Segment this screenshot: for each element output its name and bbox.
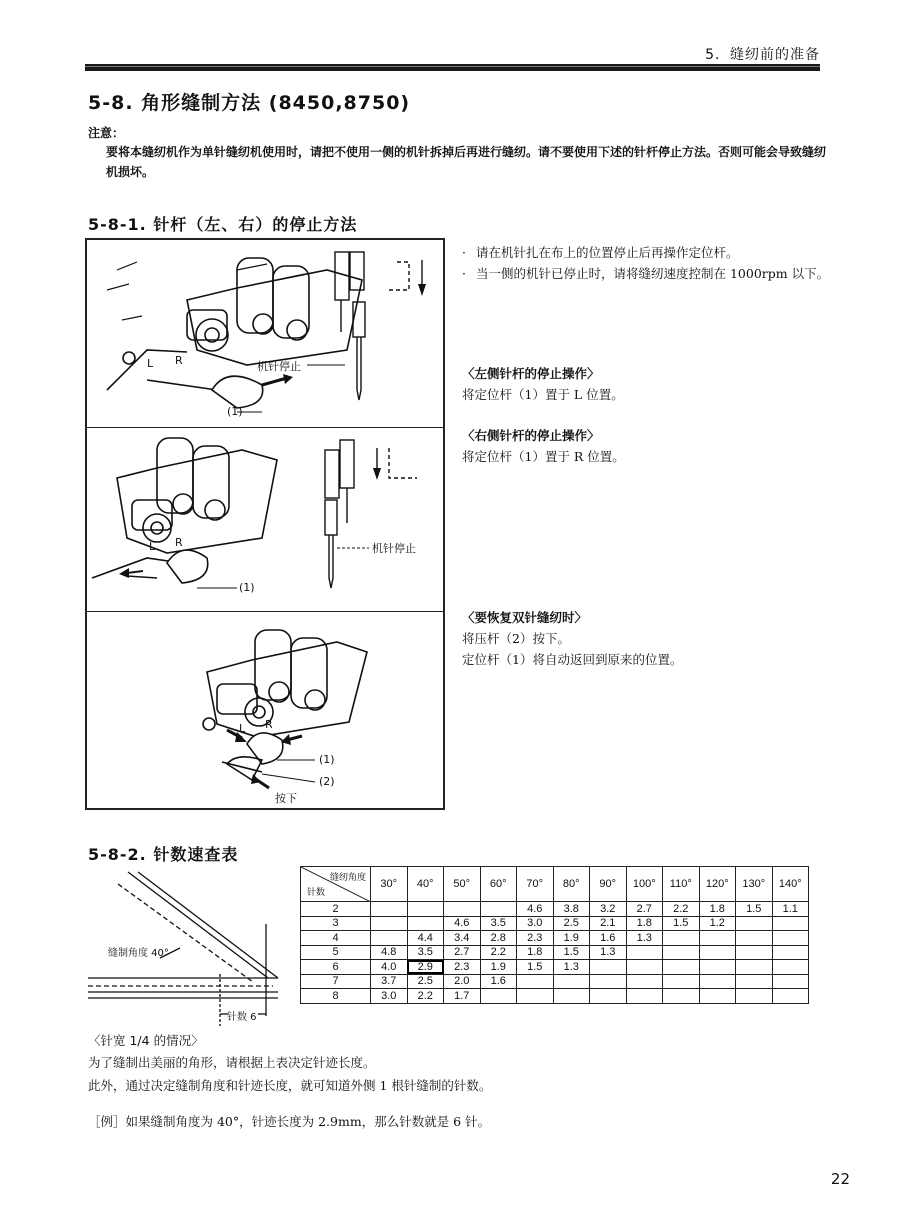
machine-illustration-1 bbox=[87, 240, 443, 428]
stitch-length-cell bbox=[736, 974, 773, 989]
table-corner-cell bbox=[301, 867, 371, 902]
bullet-dot-icon: · bbox=[462, 245, 466, 260]
press-label: 按下 bbox=[275, 792, 297, 805]
table-row bbox=[301, 974, 809, 989]
stitch-length-cell bbox=[626, 945, 663, 960]
corner-count-label: 针数 bbox=[307, 887, 326, 897]
table-row bbox=[301, 931, 809, 946]
corner-angle-label: 缝纫角度 bbox=[329, 872, 366, 882]
angle-header-cell: 30° bbox=[371, 867, 408, 902]
stitch-length-cell: 2.9 bbox=[407, 960, 444, 975]
figure-panel-right-stop bbox=[87, 428, 443, 612]
stitch-length-cell bbox=[590, 960, 627, 975]
stitch-length-cell: 2.3 bbox=[444, 960, 481, 975]
table-row bbox=[301, 989, 809, 1004]
stitch-length-cell: 2.8 bbox=[480, 931, 517, 946]
stitch-length-cell bbox=[553, 974, 590, 989]
table-row bbox=[301, 902, 809, 917]
figure-panel-restore bbox=[87, 612, 443, 808]
bullet-item: · 当一侧的机针已停止时，请将缝纫速度控制在 1000rpm 以下。 bbox=[462, 263, 832, 284]
stitch-length-cell: 1.6 bbox=[590, 931, 627, 946]
stitch-length-cell: 1.8 bbox=[626, 916, 663, 931]
lever-r-mark: R bbox=[175, 536, 183, 549]
stitch-length-cell: 4.4 bbox=[407, 931, 444, 946]
stitch-count-cell: 3 bbox=[301, 916, 371, 931]
stitch-length-cell bbox=[663, 974, 700, 989]
case-title: 〈针宽 1/4 的情况〉 bbox=[88, 1033, 204, 1048]
stitch-length-cell: 2.2 bbox=[407, 989, 444, 1004]
stitch-count-table bbox=[300, 866, 809, 1004]
machine-illustration-3 bbox=[87, 612, 443, 808]
stitch-length-cell: 1.5 bbox=[736, 902, 773, 917]
angle-header-cell: 40° bbox=[407, 867, 444, 902]
lever-l-mark: L bbox=[239, 722, 246, 735]
header-rule bbox=[85, 64, 820, 71]
restore-title: 〈要恢复双针缝纫时〉 bbox=[462, 610, 588, 625]
restore-text-1: 将压杆（2）按下。 bbox=[462, 631, 570, 646]
stitch-length-cell: 4.6 bbox=[444, 916, 481, 931]
stitch-length-cell bbox=[699, 960, 736, 975]
stitch-length-cell bbox=[736, 945, 773, 960]
stitch-length-cell bbox=[407, 916, 444, 931]
stitch-length-cell bbox=[590, 974, 627, 989]
left-stop-title: 〈左侧针杆的停止操作〉 bbox=[462, 366, 600, 381]
stitch-length-cell: 1.8 bbox=[517, 945, 554, 960]
stitch-length-cell bbox=[407, 902, 444, 917]
stitch-length-cell: 2.7 bbox=[626, 902, 663, 917]
stitch-count-cell: 5 bbox=[301, 945, 371, 960]
figure-panel-left-stop bbox=[87, 240, 443, 428]
stitch-length-cell: 2.1 bbox=[590, 916, 627, 931]
stitch-length-cell: 2.5 bbox=[407, 974, 444, 989]
angle-header-cell: 70° bbox=[517, 867, 554, 902]
stitch-length-cell bbox=[626, 960, 663, 975]
stitch-length-cell: 3.7 bbox=[371, 974, 408, 989]
table-row bbox=[301, 945, 809, 960]
stitch-length-cell bbox=[590, 989, 627, 1004]
lever-l-mark: L bbox=[147, 357, 154, 370]
stitch-length-cell: 2.0 bbox=[444, 974, 481, 989]
stitch-length-cell bbox=[663, 960, 700, 975]
stitch-length-cell bbox=[663, 945, 700, 960]
example-text: ［例］如果缝制角度为 40°，针迹长度为 2.9mm，那么针数就是 6 针。 bbox=[88, 1114, 491, 1129]
needle-stop-label: 机针停止 bbox=[257, 360, 301, 373]
stitch-length-cell bbox=[371, 931, 408, 946]
right-stop-block bbox=[462, 425, 625, 467]
stitch-length-cell bbox=[772, 916, 809, 931]
stitch-length-cell bbox=[480, 902, 517, 917]
stitch-length-cell: 1.2 bbox=[699, 916, 736, 931]
stitch-length-cell: 2.5 bbox=[553, 916, 590, 931]
table-row bbox=[301, 960, 809, 975]
needle-bar-stop-figure bbox=[85, 238, 445, 810]
stitch-length-cell bbox=[371, 902, 408, 917]
lever-l-mark: L bbox=[149, 540, 156, 553]
stitch-length-cell: 1.3 bbox=[590, 945, 627, 960]
table-text-2: 此外，通过决定缝制角度和针迹长度，就可知道外侧 1 根针缝制的针数。 bbox=[88, 1078, 492, 1093]
needle-stop-label: 机针停止 bbox=[372, 542, 416, 555]
restore-block bbox=[462, 607, 682, 670]
stitch-count-cell: 2 bbox=[301, 902, 371, 917]
left-stop-text: 将定位杆（1）置于 L 位置。 bbox=[462, 387, 624, 402]
stitch-length-cell: 2.3 bbox=[517, 931, 554, 946]
stitch-length-cell bbox=[772, 974, 809, 989]
stitch-length-cell: 1.5 bbox=[663, 916, 700, 931]
stitch-length-cell: 1.1 bbox=[772, 902, 809, 917]
bullet-dot-icon: · bbox=[462, 266, 466, 281]
bullet-item: · 请在机针扎在布上的位置停止后再操作定位杆。 bbox=[462, 242, 832, 263]
stitch-length-cell: 2.2 bbox=[480, 945, 517, 960]
stitch-length-cell: 3.2 bbox=[590, 902, 627, 917]
angle-header-cell: 90° bbox=[590, 867, 627, 902]
stitch-length-cell bbox=[444, 902, 481, 917]
stitch-length-cell bbox=[699, 974, 736, 989]
stitch-length-cell bbox=[772, 931, 809, 946]
stitch-length-cell: 4.8 bbox=[371, 945, 408, 960]
angle-header-cell: 80° bbox=[553, 867, 590, 902]
stitch-length-cell: 2.2 bbox=[663, 902, 700, 917]
section1-title: 5-8-1. 针杆（左、右）的停止方法 bbox=[88, 215, 358, 234]
stitch-length-cell bbox=[480, 989, 517, 1004]
stitch-length-cell bbox=[663, 931, 700, 946]
stitch-length-cell bbox=[517, 989, 554, 1004]
stitch-length-cell: 3.4 bbox=[444, 931, 481, 946]
note-text: 要将本缝纫机作为单针缝纫机使用时，请把不使用一侧的机针拆掉后再进行缝纫。请不要使用下述的针杆停止方法。否则可能会导致缝纫机损坏。 bbox=[106, 145, 827, 179]
stitch-length-cell: 1.6 bbox=[480, 974, 517, 989]
stitch-length-cell: 1.9 bbox=[480, 960, 517, 975]
table-body bbox=[301, 902, 809, 1004]
stitch-length-cell bbox=[626, 974, 663, 989]
stitch-length-cell: 4.0 bbox=[371, 960, 408, 975]
part-1-label: (1) bbox=[227, 405, 243, 418]
stitch-length-cell bbox=[699, 989, 736, 1004]
stitch-length-cell: 1.7 bbox=[444, 989, 481, 1004]
stitch-length-cell: 4.6 bbox=[517, 902, 554, 917]
angle-label: 缝制角度 40° bbox=[108, 948, 169, 959]
angle-header-cell: 140° bbox=[772, 867, 809, 902]
page-number: 22 bbox=[830, 1170, 850, 1188]
stitch-count-cell: 8 bbox=[301, 989, 371, 1004]
stitch-length-cell bbox=[699, 945, 736, 960]
stitch-length-cell: 3.0 bbox=[371, 989, 408, 1004]
part-1-label: (1) bbox=[239, 581, 255, 594]
machine-illustration-2 bbox=[87, 428, 443, 612]
lever-r-mark: R bbox=[175, 354, 183, 367]
stitch-length-cell: 1.5 bbox=[553, 945, 590, 960]
stitch-length-cell bbox=[736, 916, 773, 931]
stitch-length-cell bbox=[736, 931, 773, 946]
stitch-length-cell: 3.0 bbox=[517, 916, 554, 931]
table-text-1: 为了缝制出美丽的角形，请根据上表决定针迹长度。 bbox=[88, 1055, 376, 1070]
stitch-length-cell bbox=[663, 989, 700, 1004]
angle-header-cell: 60° bbox=[480, 867, 517, 902]
stitch-length-cell: 2.7 bbox=[444, 945, 481, 960]
angle-header-cell: 100° bbox=[626, 867, 663, 902]
stitch-length-cell bbox=[517, 974, 554, 989]
stitch-length-cell bbox=[553, 989, 590, 1004]
page-title: 5-8. 角形缝制方法 (8450,8750) bbox=[88, 92, 411, 114]
part-2-label: (2) bbox=[319, 775, 335, 788]
angle-header-cell: 120° bbox=[699, 867, 736, 902]
lever-r-mark: R bbox=[265, 718, 273, 731]
stitch-length-cell bbox=[736, 960, 773, 975]
stitch-length-cell: 3.5 bbox=[480, 916, 517, 931]
stitch-length-cell bbox=[772, 945, 809, 960]
stitch-length-cell: 1.3 bbox=[626, 931, 663, 946]
stitch-length-cell: 1.9 bbox=[553, 931, 590, 946]
stitch-length-cell bbox=[626, 989, 663, 1004]
section-header-title: 5．缝纫前的准备 bbox=[705, 47, 820, 63]
stitch-count-cell: 4 bbox=[301, 931, 371, 946]
stitch-count-cell: 7 bbox=[301, 974, 371, 989]
left-stop-block bbox=[462, 363, 624, 405]
stitch-count-cell: 6 bbox=[301, 960, 371, 975]
stitch-length-cell: 1.3 bbox=[553, 960, 590, 975]
right-stop-text: 将定位杆（1）置于 R 位置。 bbox=[462, 449, 625, 464]
stitch-length-cell bbox=[699, 931, 736, 946]
stitch-length-cell: 3.5 bbox=[407, 945, 444, 960]
stitch-length-cell: 1.5 bbox=[517, 960, 554, 975]
count-label: 针数 6 bbox=[227, 1012, 257, 1023]
corner-diagram bbox=[88, 866, 288, 1026]
restore-text-2: 定位杆（1）将自动返回到原来的位置。 bbox=[462, 652, 683, 667]
table-row bbox=[301, 916, 809, 931]
right-stop-title: 〈右侧针杆的停止操作〉 bbox=[462, 428, 600, 443]
note-label: 注意： bbox=[88, 126, 125, 140]
part-1-label: (1) bbox=[319, 753, 335, 766]
angle-header-cell: 110° bbox=[663, 867, 700, 902]
angle-header-cell: 130° bbox=[736, 867, 773, 902]
stitch-length-cell bbox=[772, 989, 809, 1004]
stitch-length-cell bbox=[736, 989, 773, 1004]
stitch-length-cell: 1.8 bbox=[699, 902, 736, 917]
section2-title: 5-8-2. 针数速查表 bbox=[88, 845, 239, 864]
stitch-length-cell bbox=[772, 960, 809, 975]
stitch-length-cell: 3.8 bbox=[553, 902, 590, 917]
angle-header-cell: 50° bbox=[444, 867, 481, 902]
table-header-row bbox=[301, 867, 809, 902]
stitch-length-cell bbox=[371, 916, 408, 931]
